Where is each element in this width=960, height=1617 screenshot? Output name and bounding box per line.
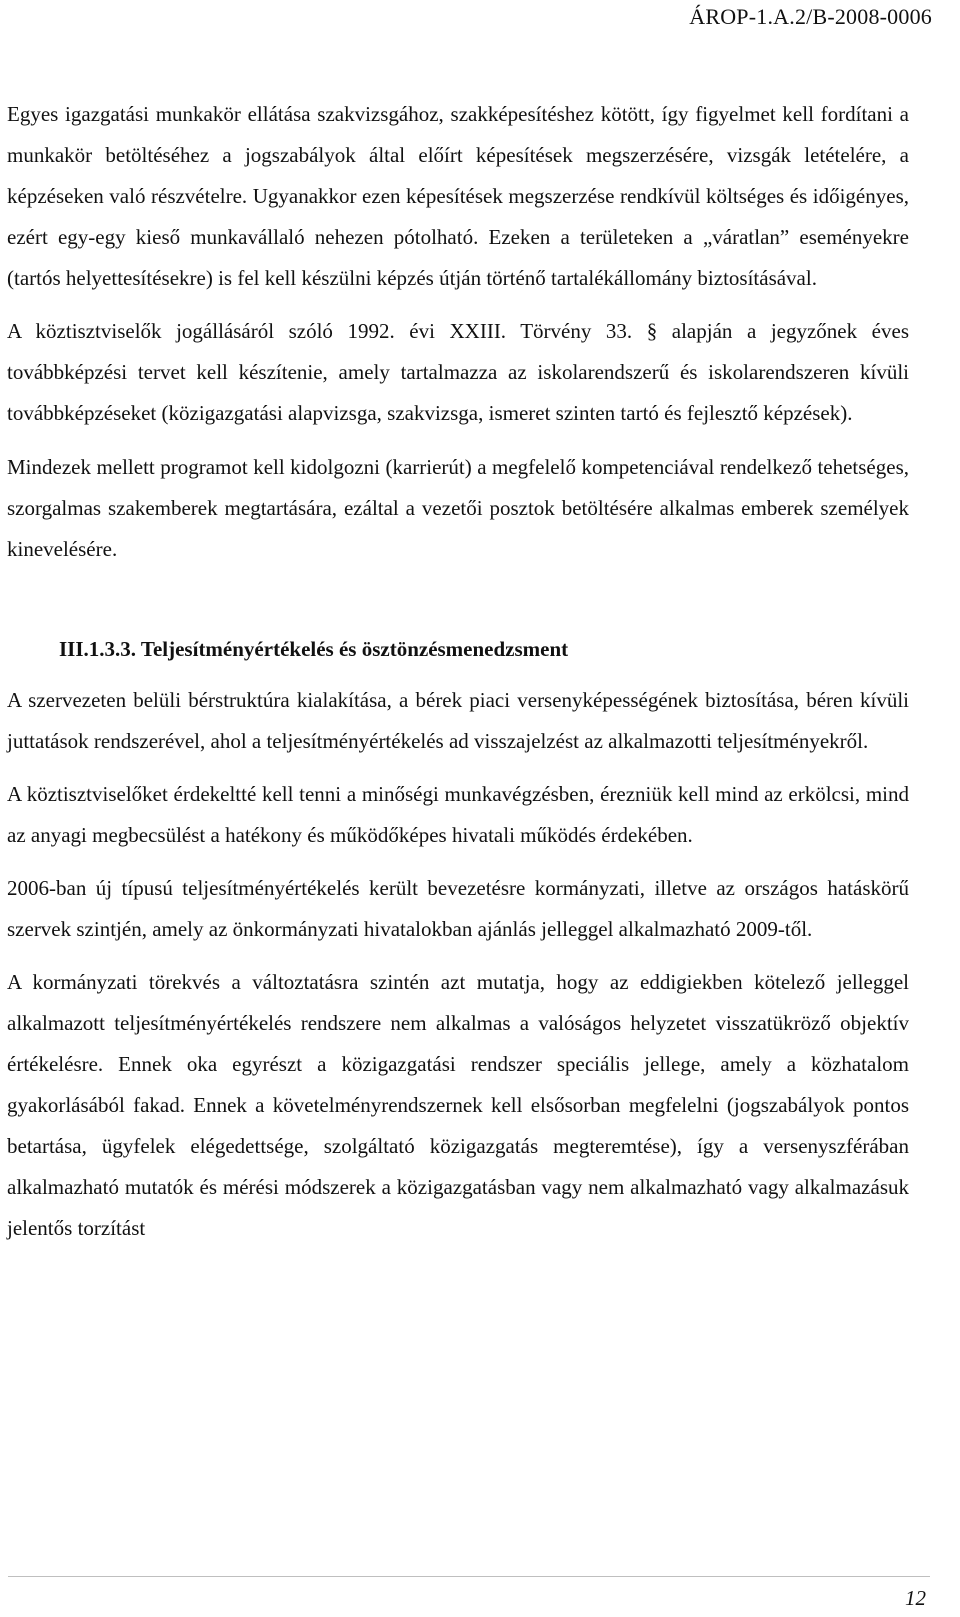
paragraph-training-plan: A köztisztviselők jogállásáról szóló 1992. évi XXIII. Törvény 33. § alapján a jegyzőnek éves továbbképzési tervet kell készítenie, amely tartalmazza az iskolarendszerű és iskolarendszeren kívüli továbbképzéseket (közigazgatási alapvizsga, szakvizsga, ismeret szinten tartó és fejlesztő képzések). bbox=[7, 319, 909, 425]
paragraph-2006-evaluation: 2006-ban új típusú teljesítményértékelés került bevezetésre kormányzati, illetve az országos hatáskörű szervek szintjén, amely az önkormányzati hivatalokban ajánlás jelleggel alkalmazható 2009-től. bbox=[7, 876, 909, 941]
paragraph-motivation: A köztisztviselőket érdekeltté kell tenni a minőségi munkavégzésben, érezniük kell mind az erkölcsi, mind az anyagi megbecsülést a hatékony és működőképes hivatali működés érdekében. bbox=[7, 782, 909, 847]
paragraph-wage-structure: A szervezeten belüli bérstruktúra kialakítása, a bérek piaci versenyképességének biztosítása, béren kívüli juttatások rendszerével, ahol a teljesítményértékelés ad visszajelzést az alkalmazotti teljesítményekről. bbox=[7, 688, 909, 753]
document-code-header: ÁROP-1.A.2/B-2008-0006 bbox=[689, 4, 932, 29]
section-heading: III.1.3.3. Teljesítményértékelés és ösztönzésmenedzsment bbox=[59, 637, 569, 661]
footer-divider bbox=[8, 1576, 930, 1577]
page-number: 12 bbox=[905, 1586, 926, 1610]
paragraph-government-effort: A kormányzati törekvés a változtatásra szintén azt mutatja, hogy az eddigiekben kötelező jelleggel alkalmazott teljesítményértékelés rendszere nem alkalmas a valóságos helyzetet visszatükröző objektív értékelésre. Ennek oka egyrészt a közigazgatási rendszer speciális jellege, amely a közhatalom gyakorlásából fakad. Ennek a követelményrendszernek kell elsősorban megfelelni (jogszabályok pontos betartása, ügyfelek elégedettsége, szolgáltató közigazgatás megteremtése), így a versenyszférában alkalmazható mutatók és mérési módszerek a közigazgatásban vagy nem alkalmazható vagy alkalmazásuk jelentős torzítást bbox=[7, 970, 909, 1240]
paragraph-career-path: Mindezek mellett programot kell kidolgozni (karrierút) a megfelelő kompetenciával rendelkező tehetséges, szorgalmas szakemberek megtartására, ezáltal a vezetői posztok betöltésére alkalmas emberek személyek kinevelésére. bbox=[7, 455, 909, 561]
paragraph-qualifications: Egyes igazgatási munkakör ellátása szakvizsgához, szakképesítéshez kötött, így figyelmet kell fordítani a munkakör betöltéséhez a jogszabályok által előírt képesítések megszerzésére, vizsgák letételére, a képzéseken való részvételre. Ugyanakkor ezen képesítések megszerzése rendkívül költséges és időigényes, ezért egy-egy kieső munkavállaló nehezen pótolható. Ezeken a területeken a „váratlan” eseményekre (tartós helyettesítésekre) is fel kell készülni képzés útján történő tartalékállomány biztosításával. bbox=[7, 102, 909, 290]
document-body bbox=[7, 94, 909, 1249]
